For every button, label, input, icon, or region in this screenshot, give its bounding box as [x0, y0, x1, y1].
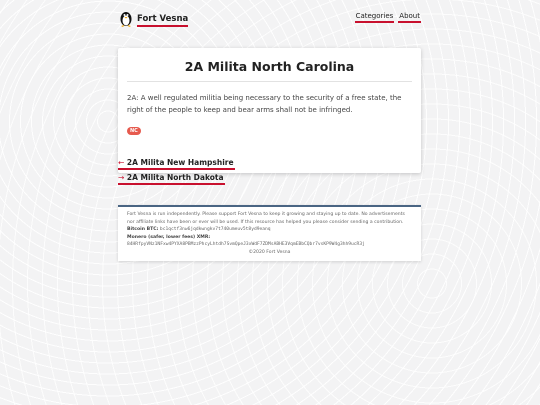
- penguin-logo-icon: [118, 9, 134, 31]
- support-text: Fort Vesna is run independently. Please support Fort Vesna to keep it growing and staying up to date. No advertisements nor affiliate links have been or ever will be used. If this resource has helped you please consider sending a contribution.: [127, 212, 405, 225]
- btc-address[interactable]: bc1qctf3nw6jqdkwngkv7t740umeuv5t8yd9eanq: [159, 227, 271, 232]
- xmr-address[interactable]: 84HRfpyVNz1NFxw4PYXA8PBMzzPhcyLhtdh7SvmQpeJ3xWdF7ZDMsABHE3VqmEBbCQbr7vsKP9W4g3hh9ucR3j: [127, 242, 365, 247]
- post-body: 2A: A well regulated militia being necessary to the security of a free state, the right of the people to keep and bear arms shall not be infringed.: [127, 94, 402, 114]
- btc-row: [127, 226, 412, 234]
- left-arrow-icon: ←: [118, 158, 125, 167]
- post-card: [118, 48, 421, 173]
- main-nav: [355, 12, 421, 23]
- prev-post-link[interactable]: [118, 158, 235, 170]
- prev-post-label: 2A Milita New Hampshire: [126, 158, 234, 167]
- brand-link[interactable]: [118, 9, 188, 31]
- brand-name: Fort Vesna: [137, 14, 188, 27]
- right-arrow-icon: →: [118, 173, 125, 182]
- xmr-label-row: [127, 234, 412, 242]
- xmr-label: Monero (safer, lower fees) XMR:: [127, 234, 211, 240]
- post-title: 2A Milita North Carolina: [184, 59, 355, 74]
- copyright: ©2020 Fort Vesna: [248, 249, 291, 255]
- btc-label: Bitcoin BTC:: [127, 227, 159, 232]
- nav-about-link[interactable]: About: [398, 12, 421, 23]
- state-tag-badge[interactable]: NC: [127, 127, 141, 135]
- nav-categories-link[interactable]: Categories: [355, 12, 395, 23]
- post-pager: [118, 158, 235, 188]
- next-post-link[interactable]: [118, 173, 225, 185]
- site-footer: [118, 205, 421, 261]
- title-divider: [127, 81, 412, 82]
- next-post-label: 2A Milita North Dakota: [126, 173, 224, 182]
- site-header: [118, 9, 421, 27]
